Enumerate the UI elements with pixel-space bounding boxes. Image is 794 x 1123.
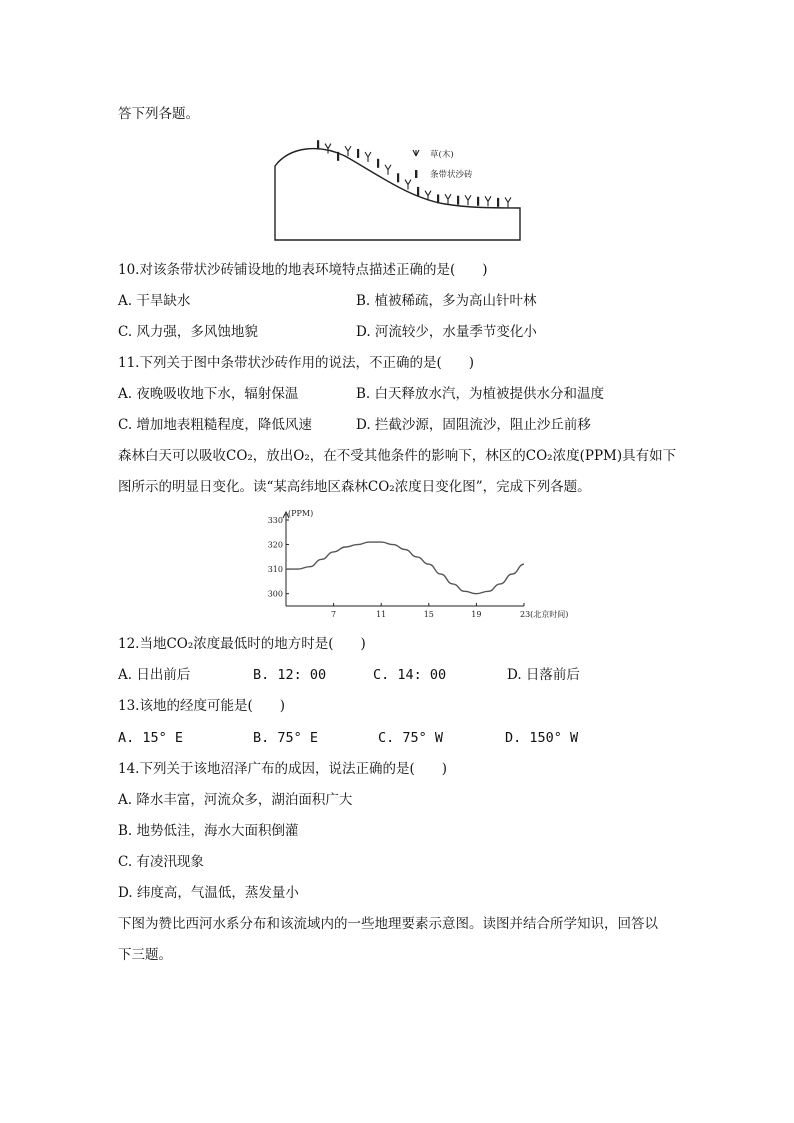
x-tick-label: 15 [423,610,434,619]
grass-tuft [485,196,491,206]
grass-tuft [505,197,511,207]
co2-chart [262,508,569,626]
co2-series-line [286,542,524,594]
q12-option-d[interactable]: D. 日落前后 [507,667,580,683]
sand-brick [397,173,399,182]
x-tick-label: 11 [376,610,387,619]
grass-legend-icon [413,150,419,156]
q10-option-b[interactable]: B. 植被稀疏，多为高山针叶林 [356,293,537,309]
x-tick-label: 19 [471,610,482,619]
intro-text: 答下列各题。 [118,106,199,122]
sand-brick [357,149,359,158]
q12-option-a[interactable]: A. 日出前后 [118,667,191,683]
q14-option-b[interactable]: B. 地势低洼，海水大面积倒灌 [118,823,299,839]
q10-option-c[interactable]: C. 风力强，多风蚀地貌 [118,324,258,340]
y-tick-label: 330 [267,516,283,525]
q14-option-c[interactable]: C. 有凌汛现象 [118,854,204,870]
slope-figure [270,138,530,244]
sand-brick [477,197,479,206]
passage3-line1: 下图为赞比西河水系分布和该流域内的一些地理要素示意图。读图并结合所学知识，回答以 [118,916,658,932]
vegetation-marks [317,140,511,207]
y-tick-label: 320 [267,540,283,550]
co2-chart-svg [262,508,569,626]
grass-tuft [325,144,331,154]
x-axis-label: 23(北京时间) [520,610,569,619]
q13-option-c[interactable]: C. 75° W [378,730,444,746]
q14-option-d[interactable]: D. 纬度高，气温低，蒸发量小 [118,885,299,901]
y-tick-label: 310 [267,565,283,575]
legend-brick-label: 条带状沙砖 [430,170,473,180]
q13-stem: 13.该地的经度可能是( ) [118,698,286,714]
grass-tuft [385,165,391,175]
q11-stem: 11.下列关于图中条带状沙砖作用的说法，不正确的是( ) [118,355,475,371]
q13-option-d[interactable]: D. 150° W [505,730,579,746]
y-axis-label: (PPM) [288,509,314,518]
grass-tuft [345,146,351,156]
q13-option-b[interactable]: B. 75° E [253,730,319,746]
grass-tuft [405,180,411,190]
sand-brick [497,198,499,207]
q10-stem: 10.对该条带状沙砖铺设地的地表环境特点描述正确的是( ) [118,262,488,278]
slope-outline [275,149,520,240]
q12-option-b[interactable]: B. 12: 00 [253,667,327,683]
q12-option-c[interactable]: C. 14: 00 [373,667,447,683]
q14-stem: 14.下列关于该地沼泽广布的成因，说法正确的是( ) [118,761,448,777]
q10-option-d[interactable]: D. 河流较少，水量季节变化小 [356,324,537,340]
slope-diagram [270,138,530,244]
legend-grass-label: 草(木) [430,150,454,160]
sand-brick [337,152,339,161]
sand-brick [437,194,439,203]
grass-tuft [445,194,451,204]
q11-option-c[interactable]: C. 增加地表粗糙程度，降低风速 [118,417,312,433]
brick-legend-icon [415,170,417,178]
q11-option-d[interactable]: D. 拦截沙源，固阻流沙，阻止沙丘前移 [356,417,591,433]
passage2-line1: 森林白天可以吸收CO₂，放出O₂，在不受其他条件的影响下，林区的CO₂浓度(PPM)具有如下 [118,448,677,464]
y-tick-label: 300 [267,589,283,599]
sand-brick [377,159,379,168]
x-tick-label: 7 [331,610,337,619]
q11-option-a[interactable]: A. 夜晚吸收地下水，辐射保温 [118,386,299,402]
q13-option-a[interactable]: A. 15° E [118,730,184,746]
grass-tuft [365,152,371,162]
q10-option-a[interactable]: A. 干旱缺水 [118,293,191,309]
grass-tuft [465,195,471,205]
legend [413,149,473,180]
q14-option-a[interactable]: A. 降水丰富，河流众多，湖泊面积广大 [118,792,353,808]
sand-brick [317,140,319,149]
sand-brick [417,187,419,196]
q11-option-b[interactable]: B. 白天释放水汽，为植被提供水分和温度 [356,386,605,402]
sand-brick [457,196,459,205]
q12-stem: 12.当地CO₂浓度最低时的地方时是( ) [118,636,366,652]
passage2-line2: 图所示的明显日变化。读“某高纬地区森林CO₂浓度日变化图”，完成下列各题。 [118,479,591,495]
passage3-line2: 下三题。 [118,947,172,963]
